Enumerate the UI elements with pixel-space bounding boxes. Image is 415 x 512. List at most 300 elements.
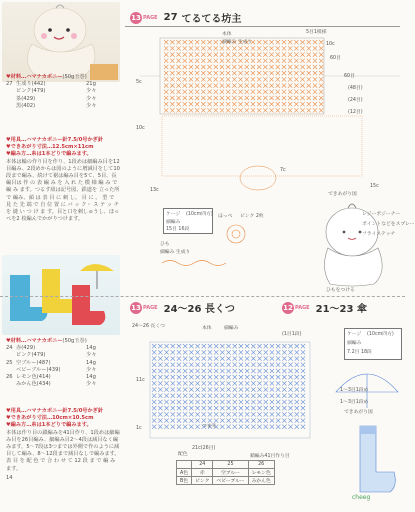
materials-amount-24: (50g玉巻): [62, 338, 87, 344]
stitch-mark: [300, 65, 304, 69]
gauge-nums: 15目 16段: [166, 227, 190, 232]
stitch-mark: [183, 71, 187, 75]
material-num: [6, 96, 16, 103]
stitch-mark: [189, 406, 193, 410]
stitch-mark: [270, 394, 274, 398]
material-name: ベビーブルー(439): [16, 366, 61, 373]
stitch-mark: [214, 344, 218, 348]
stitch-mark: [207, 83, 211, 87]
stitch-mark: [202, 350, 206, 354]
stitch-mark: [171, 363, 175, 367]
stitch-mark: [313, 108, 317, 112]
stitch-mark: [170, 40, 174, 44]
stitch-mark: [269, 65, 273, 69]
stitch-mark: [152, 400, 156, 404]
stitch-mark: [313, 83, 317, 87]
stitch-mark: [201, 108, 205, 112]
stitch-mark: [220, 90, 224, 94]
material-row: [6, 381, 120, 388]
stitch-mark: [195, 400, 199, 404]
material-row: [6, 103, 120, 110]
stitch-mark: [294, 71, 298, 75]
stitch-mark: [288, 363, 292, 367]
label-r1: 10c: [326, 42, 335, 47]
stitch-mark: [264, 356, 268, 360]
stitch-mark: [238, 83, 242, 87]
stitch-mark: [214, 90, 218, 94]
stitch-mark: [233, 418, 237, 422]
gauge-box-27: [163, 208, 213, 234]
stitch-mark: [226, 108, 230, 112]
stitch-mark: [158, 400, 162, 404]
stitch-mark: [300, 52, 304, 56]
stitch-mark: [164, 96, 168, 100]
stitch-mark: [202, 344, 206, 348]
cheek-sub: ピンク 2枚: [240, 214, 264, 219]
stitch-mark: [294, 96, 298, 100]
stitch-mark: [257, 375, 261, 379]
stitch-mark: [251, 344, 255, 348]
stitch-mark: [177, 350, 181, 354]
boot-title-label: 24〜26 長くつ: [132, 324, 165, 329]
stitch-mark: [288, 412, 292, 416]
stitch-mark: [239, 406, 243, 410]
stitch-mark: [226, 369, 230, 373]
stitch-mark: [245, 375, 249, 379]
stitch-mark: [301, 344, 305, 348]
stitch-mark: [220, 363, 224, 367]
stitch-mark: [282, 52, 286, 56]
stitch-mark: [294, 83, 298, 87]
stitch-mark: [226, 83, 230, 87]
stitch-mark: [189, 387, 193, 391]
stitch-mark: [164, 59, 168, 63]
stitch-mark: [176, 40, 180, 44]
stitch-mark: [301, 406, 305, 410]
stitch-mark: [245, 65, 249, 69]
stitch-mark: [245, 381, 249, 385]
chart-24-svg: [132, 322, 332, 462]
stitch-mark: [214, 96, 218, 100]
stitch-mark: [208, 350, 212, 354]
stitch-mark: [251, 406, 255, 410]
stitch-mark: [183, 59, 187, 63]
stitch-mark: [276, 108, 280, 112]
stitch-mark: [202, 356, 206, 360]
stitch-mark: [226, 412, 230, 416]
stitch-mark: [226, 400, 230, 404]
size-line-24: ♥できあがり寸法…10cm×10.5cm: [6, 415, 94, 422]
stitch-mark: [189, 381, 193, 385]
title-text: てるてる坊主: [181, 14, 242, 25]
label-bottom-mid: 7c: [280, 168, 286, 173]
stitch-mark: [301, 400, 305, 404]
stitch-mark: [269, 77, 273, 81]
stitch-mark: [294, 46, 298, 50]
stitch-mark: [307, 46, 311, 50]
stitch-mark: [201, 77, 205, 81]
materials-24-26: [6, 338, 120, 388]
stitch-mark: [195, 369, 199, 373]
label-body-yarn: 細編み 生成り: [222, 40, 253, 45]
materials-amount: (50g玉巻): [62, 74, 87, 80]
stitch-mark: [152, 425, 156, 429]
stitch-mark: [214, 83, 218, 87]
stitch-mark: [170, 83, 174, 87]
stitch-mark: [251, 375, 255, 379]
stitch-mark: [282, 394, 286, 398]
stitch-mark: [276, 71, 280, 75]
stitch-mark: [220, 406, 224, 410]
stitch-mark: [171, 344, 175, 348]
stitch-mark: [295, 344, 299, 348]
label-rounds: 5目1模様: [306, 30, 327, 35]
stitch-mark: [220, 102, 224, 106]
stitch-mark: [214, 394, 218, 398]
stitch-mark: [220, 71, 224, 75]
stitch-mark: [207, 59, 211, 63]
stitch-mark: [269, 83, 273, 87]
finish-note-4: ひもをつける: [326, 288, 355, 293]
stitch-mark: [251, 90, 255, 94]
stitch-mark: [226, 77, 230, 81]
stitch-mark: [295, 350, 299, 354]
stitch-mark: [232, 65, 236, 69]
stitch-mark: [233, 356, 237, 360]
stitch-mark: [226, 65, 230, 69]
stitch-mark: [208, 394, 212, 398]
stitch-mark: [220, 412, 224, 416]
gauge-sub-21: (10cm四方): [367, 332, 394, 337]
stitch-mark: [263, 40, 267, 44]
materials-27: [6, 74, 120, 110]
stitch-mark: [201, 71, 205, 75]
stitch-mark: [257, 381, 261, 385]
stitch-mark: [214, 375, 218, 379]
finish-note-3: フライステッチ: [362, 232, 396, 237]
cell: 25: [213, 461, 248, 469]
stitch-mark: [195, 412, 199, 416]
stitch-mark: [189, 350, 193, 354]
stitch-mark: [158, 344, 162, 348]
stitch-mark: [288, 400, 292, 404]
material-num: [6, 103, 16, 110]
stitch-mark: [276, 394, 280, 398]
stitch-mark: [232, 52, 236, 56]
stitch-mark: [164, 344, 168, 348]
stitch-mark: [307, 90, 311, 94]
stitch-mark: [226, 363, 230, 367]
stitch-mark: [202, 400, 206, 404]
stitch-mark: [152, 344, 156, 348]
stitch-mark: [214, 59, 218, 63]
tools-line-24: ♥用具…ハマナカボニー針7.5/0号かぎ針: [6, 408, 104, 414]
stitch-mark: [158, 387, 162, 391]
stitch-mark: [220, 375, 224, 379]
stitch-mark: [220, 356, 224, 360]
stitch-mark: [257, 108, 261, 112]
stitch-mark: [300, 71, 304, 75]
stitch-mark: [189, 369, 193, 373]
stitch-mark: [239, 356, 243, 360]
stitch-mark: [282, 96, 286, 100]
stitch-mark: [257, 350, 261, 354]
stitch-mark: [214, 52, 218, 56]
stitch-mark: [176, 83, 180, 87]
stitch-mark: [270, 418, 274, 422]
stitch-mark: [176, 52, 180, 56]
stitch-mark: [270, 369, 274, 373]
stitch-mark: [170, 77, 174, 81]
stitch-mark: [288, 406, 292, 410]
stitch-mark: [313, 71, 317, 75]
stitch-mark: [201, 90, 205, 94]
stitch-mark: [220, 418, 224, 422]
stitch-mark: [232, 71, 236, 75]
stitch-mark: [226, 375, 230, 379]
stitch-mark: [276, 90, 280, 94]
stitch-mark: [257, 46, 261, 50]
stitch-mark: [152, 356, 156, 360]
stitch-mark: [264, 344, 268, 348]
stitch-mark: [239, 400, 243, 404]
stitch-mark: [251, 65, 255, 69]
stitch-mark: [276, 52, 280, 56]
stitch-mark: [263, 59, 267, 63]
stitch-mark: [183, 108, 187, 112]
stitch-mark: [189, 65, 193, 69]
stitch-mark: [301, 381, 305, 385]
stitch-mark: [177, 356, 181, 360]
stitch-mark: [158, 412, 162, 416]
stitch-mark: [214, 40, 218, 44]
stitch-mark: [276, 65, 280, 69]
stitch-mark: [257, 344, 261, 348]
stitch-mark: [239, 381, 243, 385]
stitch-mark: [282, 418, 286, 422]
stitch-mark: [319, 65, 323, 69]
stitch-mark: [202, 394, 206, 398]
stitch-mark: [269, 52, 273, 56]
stitch-mark: [164, 83, 168, 87]
stitch-mark: [189, 90, 193, 94]
stitch-mark: [307, 77, 311, 81]
stitch-mark: [177, 418, 181, 422]
stitch-mark: [220, 344, 224, 348]
stitch-mark: [239, 350, 243, 354]
stitch-mark: [177, 369, 181, 373]
stitch-mark: [171, 350, 175, 354]
chart-24-26: [132, 322, 332, 462]
stitch-mark: [270, 387, 274, 391]
stitch-mark: [307, 83, 311, 87]
instructions-27: [6, 137, 120, 223]
stitch-mark: [195, 418, 199, 422]
stitch-mark: [251, 52, 255, 56]
stitch-mark: [220, 387, 224, 391]
cell: A色: [177, 469, 192, 477]
stitch-mark: [295, 400, 299, 404]
stitch-mark: [282, 375, 286, 379]
stitch-mark: [214, 65, 218, 69]
stitch-mark: [171, 425, 175, 429]
stitch-mark: [195, 102, 199, 106]
stitch-mark: [251, 59, 255, 63]
stitch-mark: [263, 46, 267, 50]
stitch-mark: [319, 52, 323, 56]
stitch-mark: [239, 418, 243, 422]
stitch-mark: [164, 65, 168, 69]
stitch-mark: [295, 375, 299, 379]
stitch-mark: [164, 406, 168, 410]
stitch-mark: [164, 394, 168, 398]
title-number: 27: [163, 12, 178, 23]
stitch-mark: [245, 102, 249, 106]
stitch-mark: [282, 71, 286, 75]
stitch-mark: [176, 71, 180, 75]
stitch-mark: [164, 369, 168, 373]
stitch-mark: [288, 394, 292, 398]
boot-side-label: つま先: [202, 424, 217, 429]
stitch-mark: [245, 96, 249, 100]
stitch-mark: [170, 52, 174, 56]
stitch-mark: [207, 96, 211, 100]
material-name: みかん色(434): [16, 381, 51, 388]
material-qty: 少々: [86, 366, 97, 373]
material-row: [6, 96, 120, 103]
stitch-mark: [288, 375, 292, 379]
stitch-mark: [294, 65, 298, 69]
stitch-mark: [183, 102, 187, 106]
stitch-mark: [251, 400, 255, 404]
stitch-mark: [214, 71, 218, 75]
stitch-mark: [152, 394, 156, 398]
stitch-mark: [288, 52, 292, 56]
stitch-mark: [239, 344, 243, 348]
stitch-mark: [251, 356, 255, 360]
stitch-mark: [295, 418, 299, 422]
cell: 赤: [192, 469, 213, 477]
stitch-mark: [202, 381, 206, 385]
title-rule: [125, 26, 400, 27]
boot-bottom: 21c(26目): [192, 446, 216, 451]
stitch-mark: [251, 412, 255, 416]
stitch-mark: [288, 90, 292, 94]
stitch-mark: [245, 356, 249, 360]
stitch-mark: [183, 77, 187, 81]
stitch-mark: [295, 406, 299, 410]
stitch-mark: [295, 425, 299, 429]
stitch-mark: [183, 90, 187, 94]
stitch-mark: [276, 363, 280, 367]
stitch-mark: [208, 375, 212, 379]
stitch-mark: [189, 52, 193, 56]
stitch-mark: [233, 381, 237, 385]
material-num: 26: [6, 374, 13, 381]
stitch-mark: [233, 400, 237, 404]
material-num: 25: [6, 359, 13, 366]
stitch-mark: [313, 46, 317, 50]
stitch-mark: [233, 363, 237, 367]
stitch-mark: [233, 350, 237, 354]
stitch-mark: [288, 59, 292, 63]
stitch-mark: [288, 77, 292, 81]
material-qty: 少々: [86, 381, 97, 388]
stitch-mark: [158, 381, 162, 385]
stitch-mark: [201, 96, 205, 100]
stitch-mark: [257, 394, 261, 398]
stitch-mark: [269, 71, 273, 75]
stitch-mark: [183, 96, 187, 100]
finish-note-1: レジーポジーナー: [362, 212, 401, 217]
stitch-mark: [170, 59, 174, 63]
stitch-mark: [307, 65, 311, 69]
stitch-mark: [189, 83, 193, 87]
stitch-mark: [282, 381, 286, 385]
stitch-mark: [288, 96, 292, 100]
stitch-mark: [313, 40, 317, 44]
stitch-mark: [295, 412, 299, 416]
finish-note-2: ポイントなどをスプレー: [362, 222, 415, 227]
stitch-mark: [245, 394, 249, 398]
stitch-mark: [245, 412, 249, 416]
stitch-mark: [177, 406, 181, 410]
stitch-mark: [263, 102, 267, 106]
material-row: [6, 88, 120, 95]
gauge-nums-21: 7.2目 18段: [347, 350, 372, 355]
stitch-mark: [294, 102, 298, 106]
stitch-mark: [195, 425, 199, 429]
stitch-mark: [207, 77, 211, 81]
stitch-mark: [201, 65, 205, 69]
stitch-mark: [263, 65, 267, 69]
stitch-mark: [239, 412, 243, 416]
material-name: ピンク(479): [16, 352, 46, 359]
stitch-mark: [214, 387, 218, 391]
stitch-mark: [300, 96, 304, 100]
stitch-mark: [282, 77, 286, 81]
cord-diagram: [160, 256, 240, 270]
stitch-mark: [164, 90, 168, 94]
stitch-mark: [176, 59, 180, 63]
stitch-mark: [158, 356, 162, 360]
boot-left-num-1: 11c: [136, 378, 145, 383]
cell: みかん色: [248, 477, 274, 485]
stitch-mark: [264, 394, 268, 398]
stitch-mark: [189, 46, 193, 50]
stitch-mark: [177, 412, 181, 416]
stitch-mark: [257, 406, 261, 410]
stitch-mark: [195, 406, 199, 410]
stitch-mark: [195, 71, 199, 75]
stitch-mark: [251, 425, 255, 429]
stitch-mark: [282, 108, 286, 112]
stitch-mark: [226, 71, 230, 75]
stitch-mark: [307, 96, 311, 100]
material-name: 空ブルー(487): [16, 359, 51, 366]
stitch-mark: [183, 381, 187, 385]
stitch-mark: [319, 59, 323, 63]
stitch-mark: [294, 77, 298, 81]
stitch-mark: [238, 59, 242, 63]
stitch-mark: [294, 108, 298, 112]
watermark: cheeg: [352, 494, 371, 501]
stitch-mark: [288, 40, 292, 44]
stitch-mark: [307, 71, 311, 75]
stitch-mark: [183, 387, 187, 391]
stitch-mark: [238, 96, 242, 100]
stitch-mark: [195, 77, 199, 81]
